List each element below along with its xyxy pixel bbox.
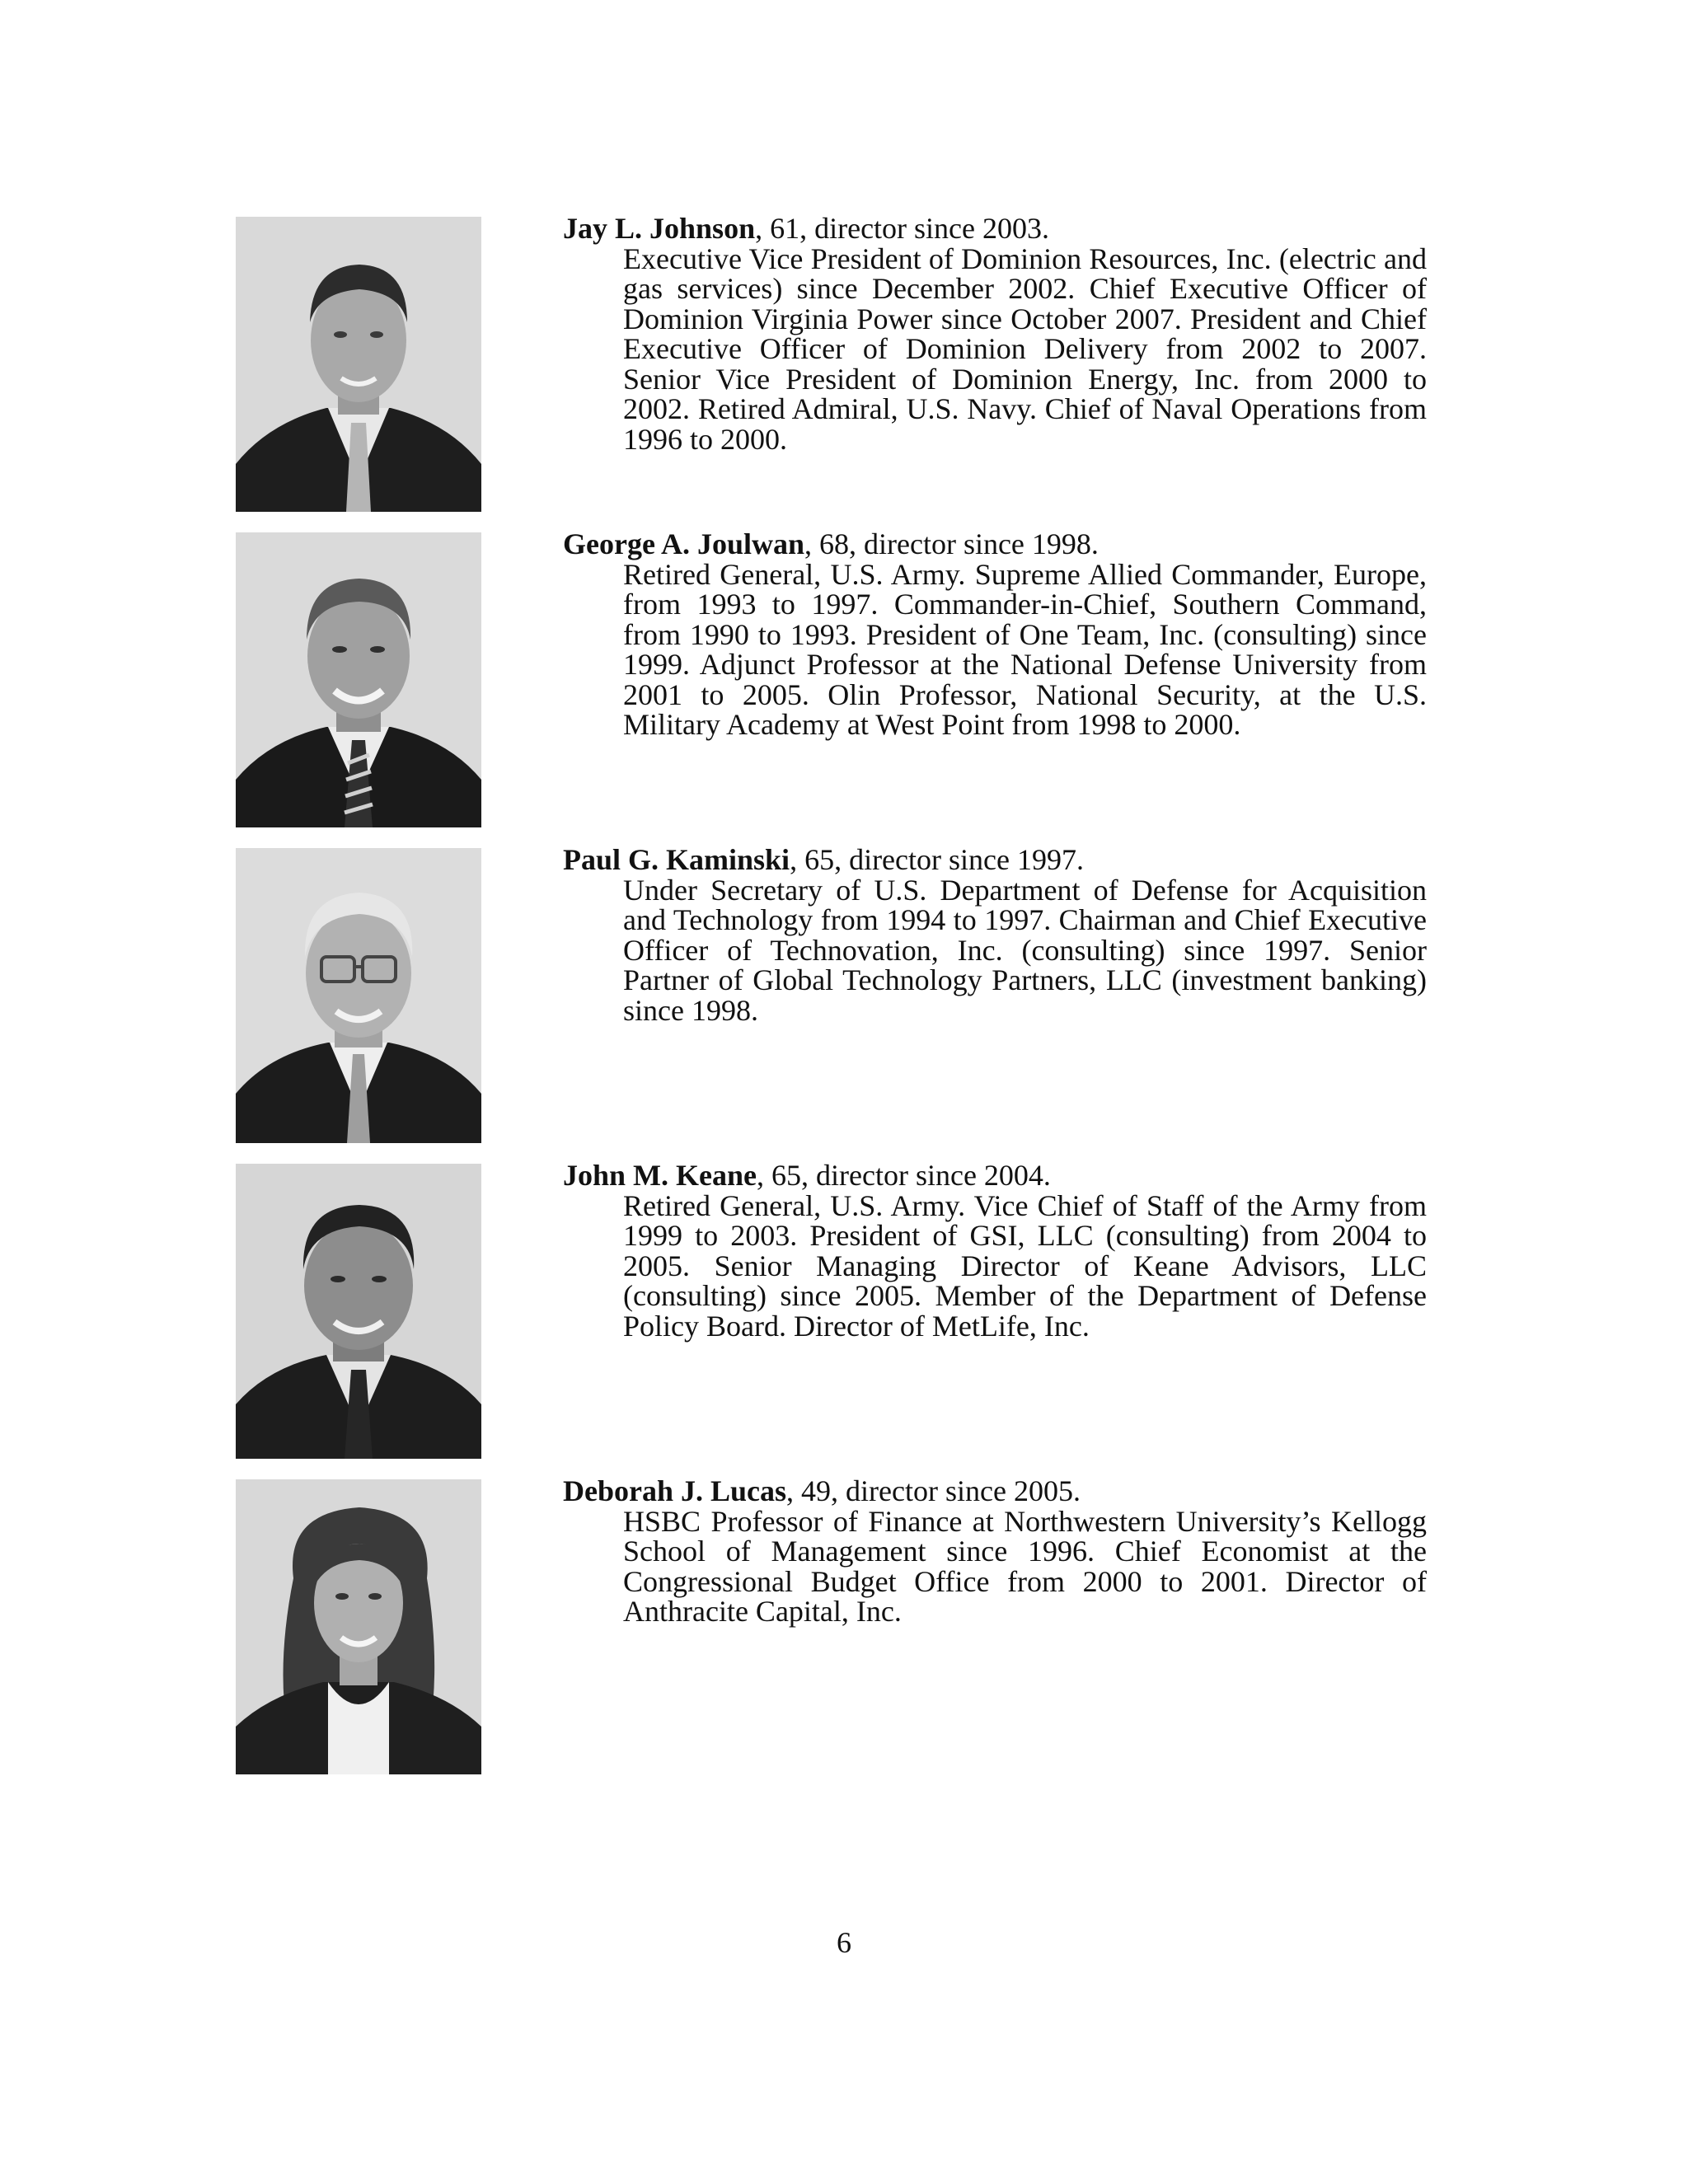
director-details: , 49, director since 2005. (786, 1474, 1081, 1507)
director-photo (236, 217, 481, 512)
portrait-illustration (236, 848, 481, 1143)
page-number: 6 (837, 1926, 851, 1959)
portrait-illustration (236, 217, 481, 512)
director-heading (563, 845, 1427, 875)
portrait-illustration (236, 532, 481, 827)
portrait-illustration (236, 1164, 481, 1459)
director-photo (236, 1479, 481, 1774)
director-entry (236, 1159, 1431, 1460)
director-name: George A. Joulwan (563, 527, 804, 560)
director-details: , 68, director since 1998. (804, 527, 1099, 560)
director-photo (236, 532, 481, 827)
portrait-illustration (236, 1479, 481, 1774)
director-description: Retired General, U.S. Army. Supreme Allied Commander, Europe, from 1993 to 1997. Commander-in-Chief, Southern Command, from 1990 to 1993. President of One Team, Inc. (consulting) since 1999. Adjunct Professor at the National Defense University from 2001 to 2005. Olin Professor, National Security, at the U.S. Military Academy at West Point from 1998 to 2000. (623, 557, 1427, 741)
director-name: Paul G. Kaminski (563, 843, 790, 876)
director-description: Under Secretary of U.S. Department of Defense for Acquisition and Technology from 1994 to 1997. Chairman and Chief Executive Officer of Technovation, Inc. (consulting) since 1997. Senior Partner of Global Technology Partners, LLC (investment banking) since 1998. (623, 873, 1427, 1027)
director-heading (563, 1476, 1427, 1507)
director-details: , 65, director since 1997. (790, 843, 1084, 876)
director-description: HSBC Professor of Finance at Northwestern University’s Kellogg School of Management since 1996. Chief Economist at the Congressional Budget Office from 2000 to 2001. Director of Anthracite Capital, Inc. (623, 1504, 1427, 1628)
director-description: Executive Vice President of Dominion Resources, Inc. (electric and gas services) since December 2002. Chief Executive Officer of Dominion Virginia Power since October 2007. President and Chief Executive Officer of Dominion Delivery from 2002 to 2007. Senior Vice President of Dominion Energy, Inc. from 2000 to 2002. Retired Admiral, U.S. Navy. Chief of Naval Operations from 1996 to 2000. (623, 241, 1427, 456)
director-bio (563, 1160, 1427, 1341)
director-heading (563, 1160, 1427, 1191)
director-name: John M. Keane (563, 1159, 757, 1192)
director-details: , 65, director since 2004. (757, 1159, 1051, 1192)
director-bio (563, 529, 1427, 740)
director-name: Jay L. Johnson (563, 212, 756, 245)
director-entry (236, 527, 1431, 829)
director-entry (236, 212, 1431, 513)
director-photo (236, 848, 481, 1143)
director-heading (563, 213, 1427, 244)
director-description: Retired General, U.S. Army. Vice Chief of Staff of the Army from 1999 to 2003. President of GSI, LLC (consulting) from 2004 to 2005. Senior Managing Director of Keane Advisors, LLC (consulting) since 2005. Member of the Department of Defense Policy Board. Director of MetLife, Inc. (623, 1188, 1427, 1343)
director-details: , 61, director since 2003. (755, 212, 1049, 245)
director-entry (236, 843, 1431, 1145)
director-photo (236, 1164, 481, 1459)
director-bio (563, 1476, 1427, 1627)
director-entry (236, 1474, 1431, 1776)
director-bio (563, 213, 1427, 454)
director-bio (563, 845, 1427, 1025)
director-name: Deborah J. Lucas (563, 1474, 787, 1507)
director-heading (563, 529, 1427, 560)
